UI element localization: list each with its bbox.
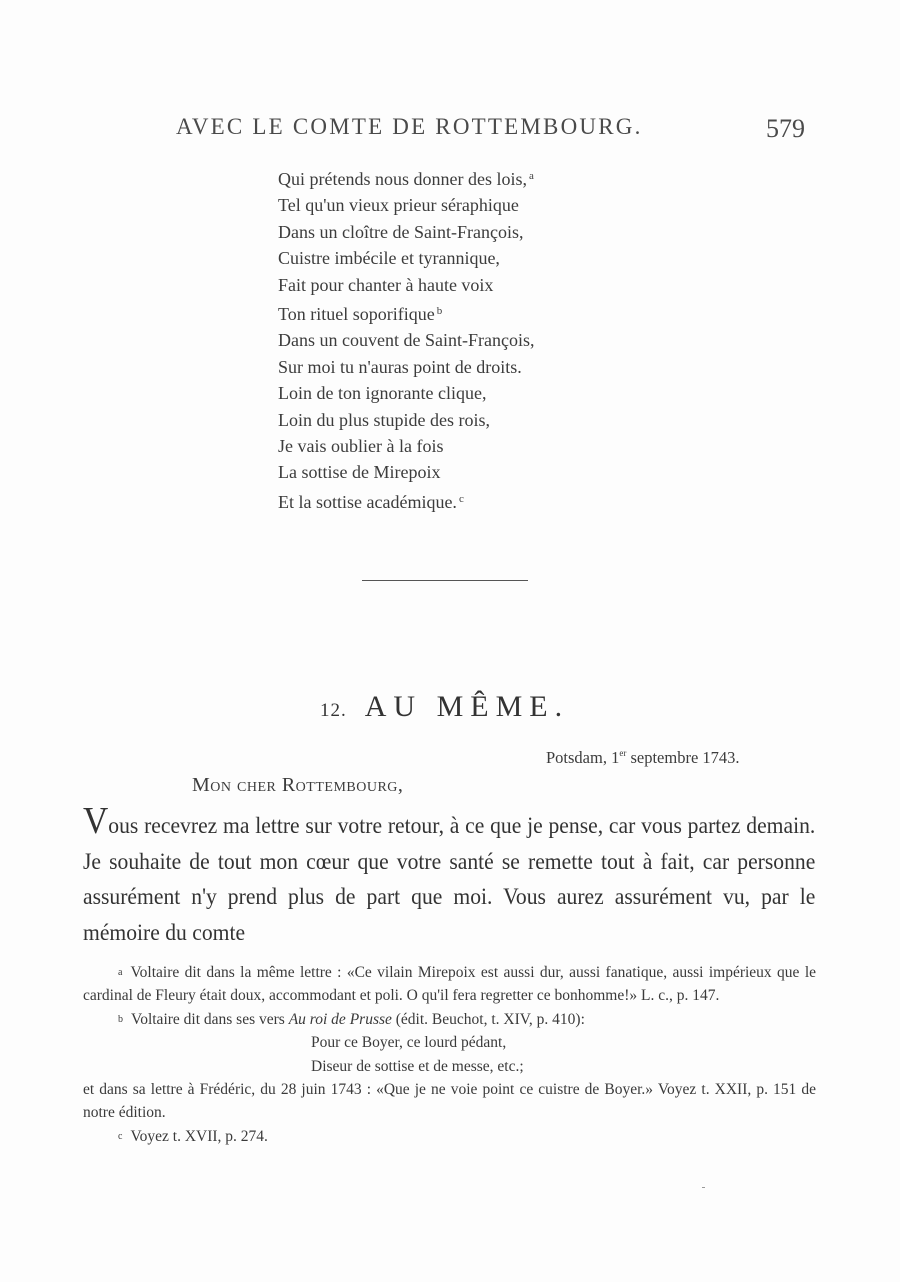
poem-line-text: Cuistre imbécile et tyrannique, [278,248,500,269]
footnote-mark: a [118,967,123,978]
poem-line-text: Fait pour chanter à haute voix [278,274,494,295]
print-speck [702,1187,705,1188]
footnote-a [83,961,816,1008]
footnote-verse-line: Diseur de sottise et de messe, etc.; [311,1057,524,1075]
letter-body [83,800,816,951]
drop-cap: V [83,800,109,842]
poem-line-text: Qui prétends nous donner des lois, [278,169,527,189]
poem-line [278,407,534,433]
footnote-mark: c [118,1130,123,1142]
poem-line [278,380,534,406]
poem-line [278,192,534,218]
page-number: 579 [766,114,805,143]
salutation: Mon cher Rottembourg, [192,774,404,796]
footnote-text: (édit. Beuchot, t. XIV, p. 410): [391,1010,585,1028]
footnote-c [83,1125,816,1148]
footnote-b [83,1008,816,1031]
dateline-place: Potsdam, 1 [546,748,620,767]
poem-line-text: Loin du plus stupide des rois, [278,409,490,430]
poem-line [278,298,534,327]
running-head: AVEC LE COMTE DE ROTTEMBOURG. [176,114,643,139]
poem-line [278,327,534,353]
footnote-b-continuation: et dans sa lettre à Frédéric, du 28 juin 1743 : «Que je ne voie point ce cuistre de Boyer.» Voyez t. XXII, p. 151 de notre édition. [83,1081,816,1122]
footnotes [83,961,816,1148]
poem-line-text: Sur moi tu n'auras point de droits. [278,356,522,377]
poem-line [278,245,534,271]
poem-line [278,459,534,485]
letter-body-text: ous recevrez ma lettre sur votre retour, à ce que je pense, car vous partez demain. Je souhaite de tout mon cœur que votre santé se remette tout à fait, car personne assurément n'y prend plus de part que moi. Vous aurez assurément vu, par le mémoire du comte [83,813,816,946]
letter-heading [320,690,569,724]
poem [278,163,534,515]
letter-number: 12. [320,700,347,721]
dateline-date: septembre 1743. [626,748,740,767]
poem-line-text: Ton rituel soporifique [278,304,435,325]
poem-line [278,433,534,459]
poem-line [278,219,534,245]
footnote-text: Voyez t. XVII, p. 274. [130,1127,268,1145]
poem-line [278,163,534,192]
dateline [546,748,740,768]
section-divider [362,580,528,581]
poem-line [278,486,534,515]
footnote-ref-b[interactable]: b [436,305,443,318]
poem-line-text: Loin de ton ignorante clique, [278,383,487,404]
poem-line-text: La sottise de Mirepoix [278,462,441,483]
letter-title: AU MÊME. [364,690,570,723]
footnote-ref-c[interactable]: c [458,492,464,505]
poem-line-text: Dans un cloître de Saint-François, [278,221,524,242]
footnote-text: Voltaire dit dans ses vers [131,1010,289,1028]
dateline-ordinal: er [619,748,627,758]
poem-line [278,354,534,380]
footnote-work-title: Au roi de Prusse [288,1010,392,1028]
poem-line [278,272,534,298]
poem-line-text: Et la sottise académique. [278,491,457,512]
footnote-ref-a[interactable]: a [528,170,534,182]
poem-line-text: Dans un couvent de Saint-François, [278,330,535,351]
footnote-text: Voltaire dit dans la même lettre : «Ce vilain Mirepoix est aussi dur, aussi fanatique, aussi impérieux que le cardinal de Fleury était doux, accommodant et poli. O qu'il fera regretter ce bonhomme!» L. c., p. 147. [83,964,816,1005]
poem-line-text: Je vais oublier à la fois [278,436,444,457]
footnote-mark: b [118,1013,123,1025]
poem-line-text: Tel qu'un vieux prieur séraphique [278,195,519,216]
footnote-verse-line: Pour ce Boyer, ce lourd pédant, [311,1034,507,1052]
